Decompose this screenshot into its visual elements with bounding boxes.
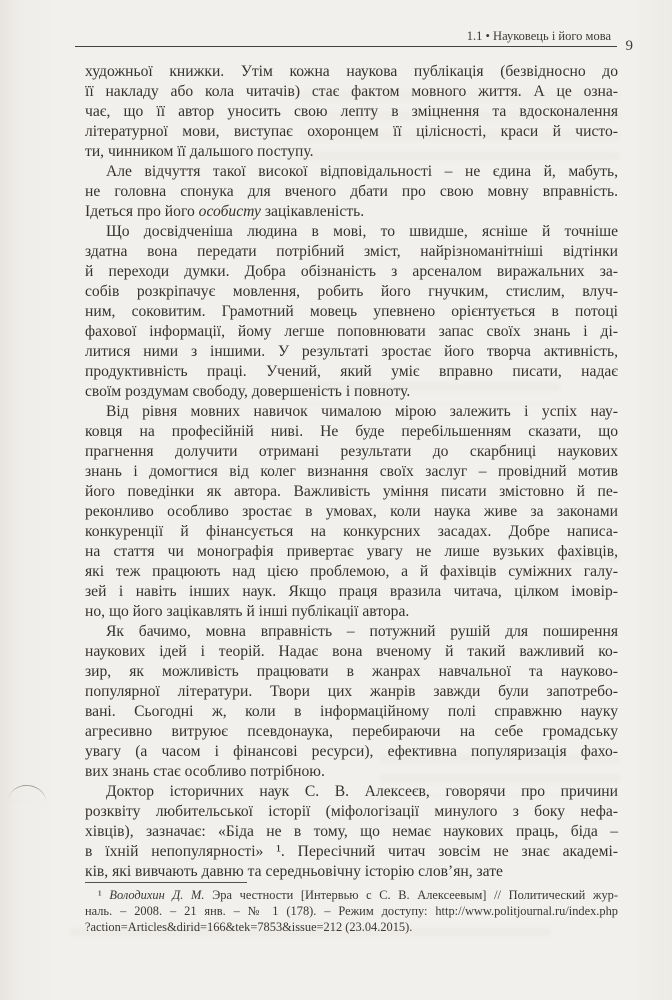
page-header [75, 29, 633, 54]
text-line: ків, які вивчають давню та середньовічну історію слов’ян, зате [85, 863, 503, 880]
text-line: Що досвідченіша людина в мові, то швидше, ясніше й точніше [106, 223, 618, 240]
text-line: на стаття чи монографія привертає увагу не лише вузьких фахівців, [85, 543, 618, 560]
text-line: прагнення долучити отримані результати до скарбниці наукових [85, 443, 618, 460]
header-rule [75, 46, 617, 47]
text-line: популярної літератури. Твори цих жанрів завжди були запотребо- [85, 683, 618, 700]
footnote-text [85, 887, 618, 935]
text-line: собів розкріпачує мовлення, робить його гнучким, стислим, влуч- [85, 283, 618, 300]
text-line: й переходи думки. Добра обізнаність з арсеналом виражальних за- [85, 263, 618, 280]
text-line: здатна вона передати потрібний зміст, найрізноманітніші відтінки [85, 243, 618, 260]
text-line: його поведінки як автора. Важливість уміння писати змістовно й пе- [85, 483, 618, 500]
text-line: наукових ідей і теорій. Надає вона вченому й такий важливий ко- [85, 643, 618, 660]
text-line: Але відчуття такої високої відповідальності – не єдина й, мабуть, [106, 163, 618, 180]
body-text [85, 62, 618, 882]
pencil-mark-artifact [8, 783, 48, 804]
text-line: в їхній непопулярності» ¹. Пересічний читач зовсім не знає академі- [85, 843, 618, 860]
text-line: літературної мови, виступає охоронцем її цілісності, краси й чисто- [85, 123, 618, 140]
text-line: Від рівня мовних навичок чималою мірою залежить і успіх нау- [106, 403, 618, 420]
text-line: ковця на професійній ниві. Не буде перебільшенням сказати, що [85, 423, 618, 440]
footnote [85, 882, 618, 935]
text-line: зир, як можливість працювати в жанрах навчальної та науково- [85, 663, 618, 680]
text-line: ?action=Articles&dirid=166&tek=7853&issue=212 (23.04.2015). [85, 920, 413, 934]
text-line: агресивно витруює псевдонаука, перебираючи на себе громадську [85, 723, 618, 740]
text-line: не головна спонука для вченого дбати про свою мовну вправність. [85, 183, 618, 200]
text-line: увагу (а часом і фінансові ресурси), ефективна популяризація фахо- [85, 743, 618, 760]
text-line: розквіту любительської історії (міфологізації минулого з боку нефа- [85, 803, 618, 820]
text-line: знань і домогтися від колег визнання своїх заслуг – провідний мотив [85, 463, 618, 480]
text-line: реконливо особливо зростає в умовах, коли наука живе за законами [85, 503, 618, 520]
text-line: конкуренції й фінансується на конкурсних засадах. Добре написа- [85, 523, 618, 540]
text-line: вих знань стає особливо потрібною. [85, 763, 325, 780]
running-head-title: 1.1 • Науковець і його мова [466, 29, 611, 43]
text-line: но, що його зацікавлять й інші публікації автора. [85, 603, 410, 620]
text-line: ним, соковитим. Грамотний мовець упевнено орієнтується в потоці [85, 303, 618, 320]
text-line: чає, що її автор уносить свою лепту в зміцнення та вдосконалення [85, 103, 618, 120]
text-line: своїм роздумам свободу, довершеність і повноту. [85, 383, 411, 400]
text-line: Доктор історичних наук С. В. Алексеєв, говорячи про причини [106, 783, 618, 800]
text-line: хівців), зазначає: «Біда не в тому, що немає наукових праць, біда – [85, 823, 618, 840]
text-line: художньої книжки. Утім кожна наукова публікація (безвідносно до [85, 63, 618, 80]
footnote-rule [85, 882, 247, 883]
text-line: її накладу або кола читачів) стає фактом мовного життя. А це озна- [85, 83, 618, 100]
text-line: які теж працюють над цією проблемою, а й фахівців суміжних галу- [85, 563, 618, 580]
text-line: наль. – 2008. – 21 янв. – № 1 (178). – Режим доступу: http://www.politjournal.ru/index.php [85, 904, 618, 918]
page-number: 9 [625, 38, 633, 54]
text-line: зей і навіть інших наук. Якщо праця вразила читача, цілком імовір- [85, 583, 618, 600]
text-line: Як бачимо, мовна вправність – потужний рушій для поширення [106, 623, 618, 640]
text-line: Ідеться про його особисту зацікавленість. [85, 203, 365, 220]
text-line: продуктивність праці. Учений, який уміє вправно писати, надає [85, 363, 618, 380]
text-line: ¹ Володихин Д. М. Эра честности [Интервью с С. В. Алексеевым] // Политический жур- [98, 888, 619, 902]
text-line: фахової інформації, йому легше поповнювати запас своїх знань і ді- [85, 323, 618, 340]
text-line: литися ними з іншими. У результаті зростає його творча активність, [85, 343, 618, 360]
text-line: вані. Сьогодні ж, коли в інформаційному полі справжню науку [85, 703, 618, 720]
text-line: ти, чинником її дальшого поступу. [85, 143, 314, 160]
